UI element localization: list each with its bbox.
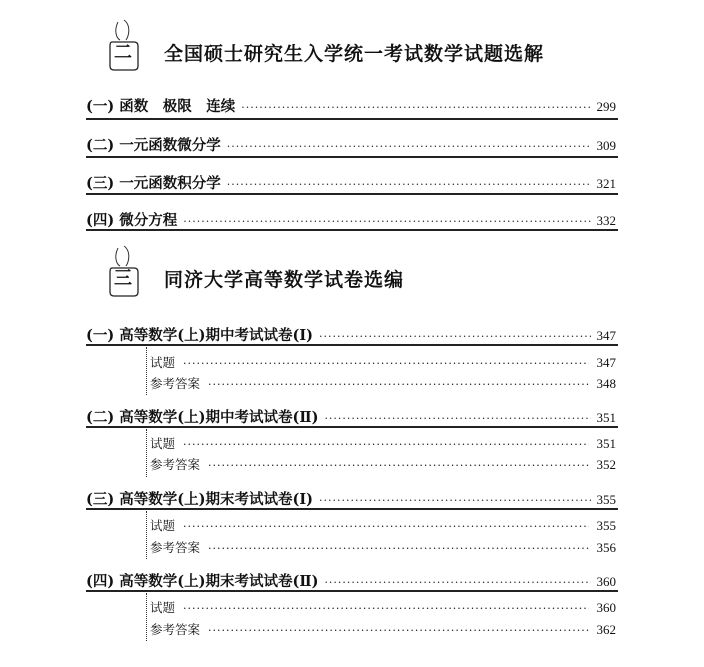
- toc-entry[interactable]: [86, 95, 616, 116]
- leader-dots: [227, 140, 591, 153]
- divider: [86, 508, 618, 510]
- entry-label: (四) 高等数学(上)期末考试试卷(Ⅱ): [86, 573, 319, 590]
- subentry-label: 参考答案: [150, 457, 201, 472]
- leader-dots: [208, 624, 588, 637]
- entry-page: 309: [596, 138, 616, 153]
- entry-label: (三) 一元函数积分学: [86, 175, 221, 192]
- subentry-label: 参考答案: [150, 540, 201, 555]
- entry-label: (三) 高等数学(上)期末考试试卷(Ⅰ): [86, 491, 313, 508]
- subentry-label: 试题: [150, 436, 176, 451]
- leader-dots: [208, 459, 588, 472]
- leader-dots: [208, 542, 588, 555]
- leader-dots: [324, 412, 590, 425]
- leader-dots: [183, 215, 590, 228]
- entry-page: 347: [596, 328, 616, 343]
- leader-dots: [208, 378, 588, 391]
- dotted-connector: [146, 511, 147, 559]
- leader-dots: [183, 520, 588, 533]
- toc-entry[interactable]: [86, 406, 616, 427]
- divider: [86, 193, 618, 195]
- toc-entry[interactable]: [86, 570, 616, 591]
- subentry-page: 347: [596, 355, 616, 370]
- hanging-tag-icon: [108, 242, 142, 298]
- toc-subentry[interactable]: [150, 620, 616, 638]
- entry-page: 332: [596, 213, 616, 228]
- dotted-connector: [146, 593, 147, 641]
- toc-entry[interactable]: [86, 134, 616, 155]
- section-number: 三: [114, 268, 132, 289]
- toc-entry[interactable]: [86, 324, 616, 345]
- subentry-page: 356: [596, 540, 616, 555]
- subentry-page: 362: [596, 622, 616, 637]
- leader-dots: [324, 576, 590, 589]
- dotted-connector: [146, 347, 147, 395]
- leader-dots: [183, 438, 588, 451]
- entry-page: 360: [596, 574, 616, 589]
- toc-entry[interactable]: [86, 209, 616, 230]
- entry-label: (一) 函数 极限 连续: [86, 98, 236, 115]
- hanging-tag-icon: [108, 16, 142, 72]
- leader-dots: [183, 357, 588, 370]
- leader-dots: [319, 494, 591, 507]
- divider: [86, 344, 618, 346]
- subentry-label: 试题: [150, 355, 176, 370]
- section-header-3: [108, 238, 404, 298]
- dotted-connector: [146, 429, 147, 477]
- toc-subentry[interactable]: [150, 455, 616, 473]
- section-header-2: [108, 12, 544, 72]
- leader-dots: [227, 178, 591, 191]
- toc-subentry[interactable]: [150, 374, 616, 392]
- subentry-label: 参考答案: [150, 376, 201, 391]
- toc-entry[interactable]: [86, 488, 616, 509]
- section-number: 二: [114, 42, 132, 63]
- entry-page: 299: [596, 99, 616, 114]
- toc-entry[interactable]: [86, 172, 616, 193]
- entry-page: 321: [596, 176, 616, 191]
- subentry-page: 352: [596, 457, 616, 472]
- entry-label: (一) 高等数学(上)期中考试试卷(Ⅰ): [86, 327, 313, 344]
- entry-label: (二) 高等数学(上)期中考试试卷(Ⅱ): [86, 409, 319, 426]
- section-title: 同济大学高等数学试卷选编: [164, 269, 405, 291]
- divider: [86, 118, 618, 120]
- section-title: 全国硕士研究生入学统一考试数学试题选解: [164, 43, 545, 65]
- leader-dots: [241, 101, 590, 114]
- subentry-label: 试题: [150, 518, 176, 533]
- divider: [86, 156, 618, 158]
- subentry-page: 348: [596, 376, 616, 391]
- entry-page: 355: [596, 492, 616, 507]
- subentry-page: 351: [596, 436, 616, 451]
- toc-subentry[interactable]: [150, 516, 616, 534]
- subentry-page: 360: [596, 600, 616, 615]
- entry-label: (二) 一元函数微分学: [86, 137, 221, 154]
- entry-page: 351: [596, 410, 616, 425]
- subentry-label: 参考答案: [150, 622, 201, 637]
- leader-dots: [319, 330, 591, 343]
- toc-subentry[interactable]: [150, 538, 616, 556]
- divider: [86, 590, 618, 592]
- divider: [86, 426, 618, 428]
- toc-subentry[interactable]: [150, 353, 616, 371]
- subentry-label: 试题: [150, 600, 176, 615]
- entry-label: (四) 微分方程: [86, 212, 178, 229]
- leader-dots: [183, 602, 588, 615]
- toc-subentry[interactable]: [150, 598, 616, 616]
- subentry-page: 355: [596, 518, 616, 533]
- toc-subentry[interactable]: [150, 434, 616, 452]
- divider: [86, 229, 618, 231]
